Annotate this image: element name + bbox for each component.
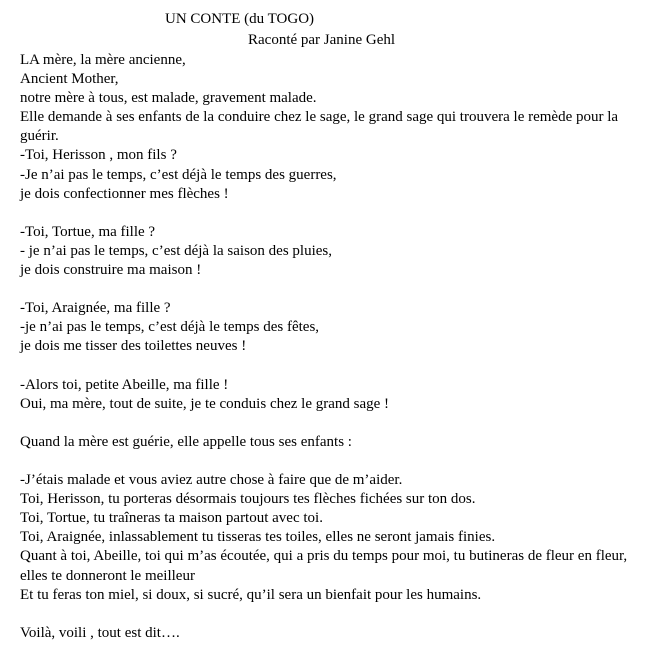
blank-line: [20, 280, 656, 299]
story-line: -Toi, Tortue, ma fille ?: [20, 223, 156, 240]
story-line: - je n’ai pas le temps, c’est déjà la saison des pluies,: [20, 242, 332, 259]
blank-line: [20, 357, 656, 376]
story-line: Toi, Herisson, tu porteras désormais toujours tes flèches fichées sur ton dos.: [20, 491, 476, 508]
story-line: je dois me tisser des toilettes neuves !: [20, 338, 247, 355]
blank-line: [20, 605, 656, 624]
story-line: je dois construire ma maison !: [20, 262, 202, 279]
story-line: -Toi, Herisson , mon fils ?: [20, 147, 177, 164]
document-subtitle: Raconté par Janine Gehl: [248, 32, 396, 48]
story-line: Elle demande à ses enfants de la conduire chez le sage, le grand sage qui trouvera le remède pour la guérir.: [20, 109, 619, 145]
story-line: -Toi, Araignée, ma fille ?: [20, 300, 171, 317]
story-line: je dois confectionner mes flèches !: [20, 185, 229, 202]
document-title: UN CONTE (du TOGO): [165, 11, 315, 27]
blank-line: [20, 414, 656, 433]
story-line: Quand la mère est guérie, elle appelle tous ses enfants :: [20, 433, 352, 450]
blank-line: [20, 452, 656, 471]
story-line: Ancient Mother,: [20, 71, 119, 88]
story-body: [20, 51, 656, 643]
story-line: Toi, Tortue, tu traîneras ta maison partout avec toi.: [20, 510, 323, 527]
story-line: Et tu feras ton miel, si doux, si sucré, qu’il sera un bienfait pour les humains.: [20, 586, 482, 603]
story-line: -Je n’ai pas le temps, c’est déjà le temps des guerres,: [20, 166, 337, 183]
story-line: -Alors toi, petite Abeille, ma fille !: [20, 376, 229, 393]
story-line: Quant à toi, Abeille, toi qui m’as écoutée, qui a pris du temps pour moi, tu butineras de fleur en fleur, elles te donneront le meilleur: [20, 548, 628, 584]
story-line: -je n’ai pas le temps, c’est déjà le temps des fêtes,: [20, 319, 320, 336]
story-line: Voilà, voili , tout est dit….: [20, 624, 180, 641]
story-line: -J’étais malade et vous aviez autre chose à faire que de m’aider.: [20, 472, 403, 489]
story-line: notre mère à tous, est malade, gravement malade.: [20, 90, 317, 107]
story-line: Toi, Araignée, inlassablement tu tisseras tes toiles, elles ne seront jamais finies.: [20, 529, 496, 546]
blank-line: [20, 204, 656, 223]
story-line: LA mère, la mère ancienne,: [20, 52, 186, 68]
story-line: Oui, ma mère, tout de suite, je te conduis chez le grand sage !: [20, 395, 390, 412]
